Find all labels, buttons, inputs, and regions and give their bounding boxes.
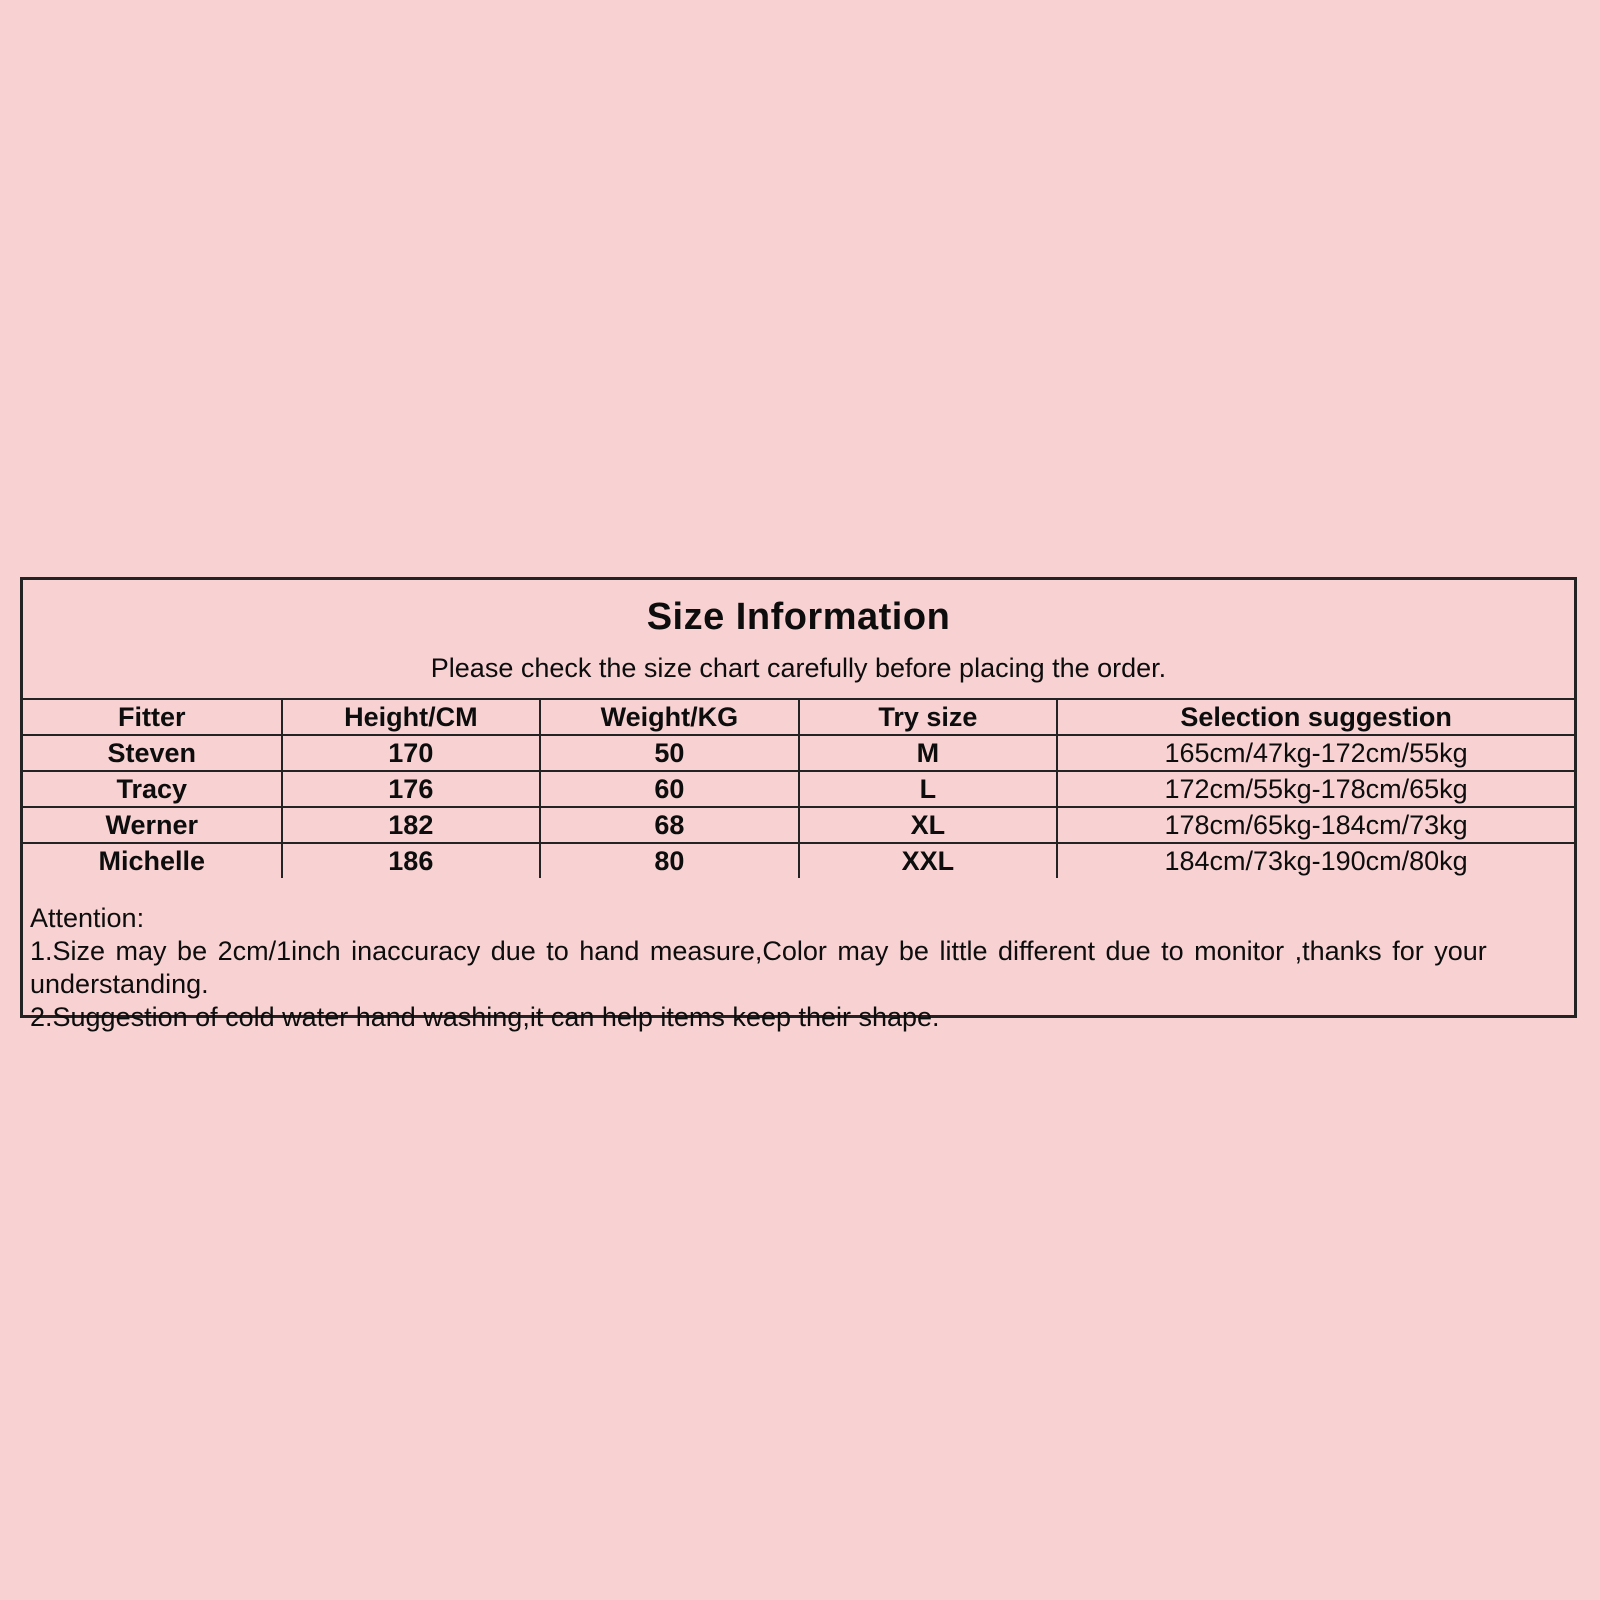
cell-height: 176	[282, 771, 541, 807]
cell-height: 186	[282, 843, 541, 878]
cell-weight: 60	[540, 771, 799, 807]
cell-weight: 80	[540, 843, 799, 878]
table-row	[23, 843, 1574, 878]
size-chart-header	[23, 580, 1574, 700]
cell-fitter: Tracy	[23, 771, 282, 807]
column-header-fitter: Fitter	[23, 700, 282, 735]
size-chart-panel	[20, 577, 1577, 1032]
column-header-weight: Weight/KG	[540, 700, 799, 735]
size-table	[23, 700, 1574, 878]
cell-fitter: Steven	[23, 735, 282, 771]
cell-try-size: XXL	[799, 843, 1058, 878]
column-header-height: Height/CM	[282, 700, 541, 735]
cell-weight: 68	[540, 807, 799, 843]
cell-height: 170	[282, 735, 541, 771]
attention-section	[23, 878, 1574, 1034]
cell-selection: 178cm/65kg-184cm/73kg	[1057, 807, 1574, 843]
cell-fitter: Werner	[23, 807, 282, 843]
table-header-row	[23, 700, 1574, 735]
cell-selection: 184cm/73kg-190cm/80kg	[1057, 843, 1574, 878]
page-subtitle: Please check the size chart carefully before placing the order.	[430, 653, 1167, 683]
cell-height: 182	[282, 807, 541, 843]
cell-selection: 172cm/55kg-178cm/65kg	[1057, 771, 1574, 807]
cell-try-size: XL	[799, 807, 1058, 843]
column-header-try-size: Try size	[799, 700, 1058, 735]
attention-note: 2.Suggestion of cold water hand washing,it can help items keep their shape.	[30, 1002, 940, 1032]
attention-note: 1.Size may be 2cm/1inch inaccuracy due to hand measure,Color may be little different due to monitor ,thanks for your understanding.	[30, 936, 1487, 999]
table-row	[23, 771, 1574, 807]
table-row	[23, 807, 1574, 843]
page-title: Size Information	[646, 596, 951, 638]
cell-fitter: Michelle	[23, 843, 282, 878]
attention-heading: Attention:	[30, 903, 145, 933]
column-header-selection: Selection suggestion	[1057, 700, 1574, 735]
cell-weight: 50	[540, 735, 799, 771]
cell-selection: 165cm/47kg-172cm/55kg	[1057, 735, 1574, 771]
cell-try-size: L	[799, 771, 1058, 807]
table-row	[23, 735, 1574, 771]
cell-try-size: M	[799, 735, 1058, 771]
